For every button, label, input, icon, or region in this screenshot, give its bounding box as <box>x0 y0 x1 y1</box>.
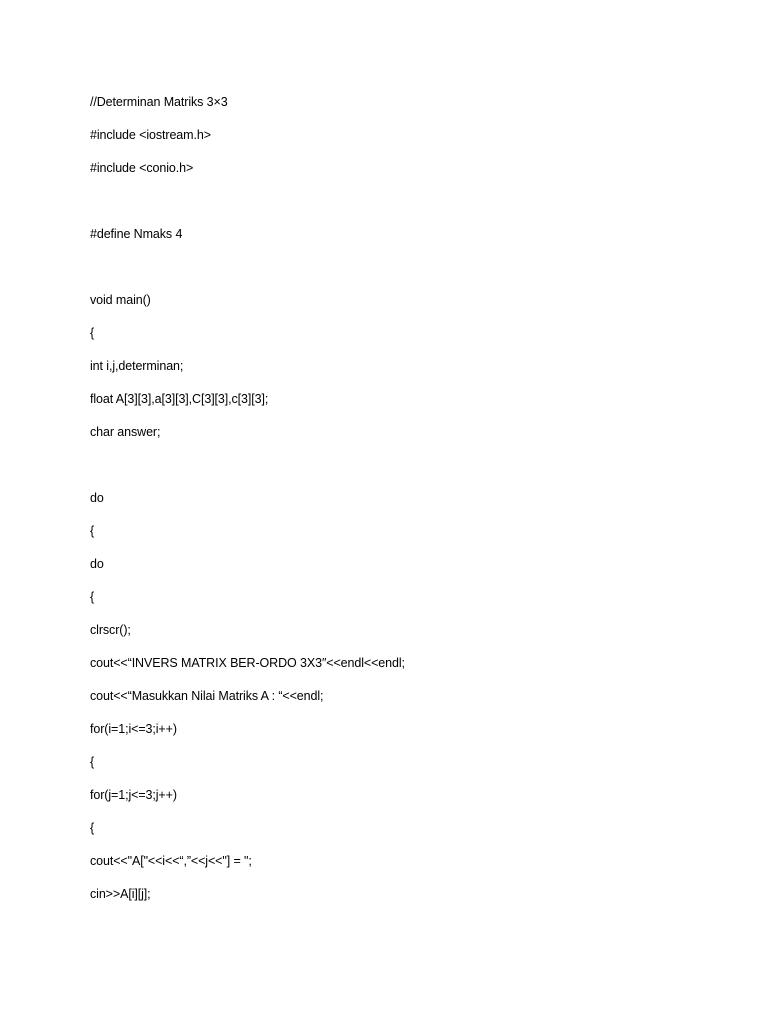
code-line: #include <iostream.h> <box>90 128 211 142</box>
code-line: cout<<“Masukkan Nilai Matriks A : “<<endl; <box>90 689 324 703</box>
code-line: { <box>90 821 95 835</box>
code-listing <box>90 92 405 917</box>
code-line: cin>>A[i][j]; <box>90 887 151 901</box>
code-line: do <box>90 557 104 571</box>
code-line: do <box>90 491 104 505</box>
code-line: for(i=1;i<=3;i++) <box>90 722 177 736</box>
code-line: for(j=1;j<=3;j++) <box>90 788 177 802</box>
code-line: void main() <box>90 293 151 307</box>
code-line: float A[3][3],a[3][3],C[3][3],c[3][3]; <box>90 392 269 406</box>
code-line: clrscr(); <box>90 623 131 637</box>
code-line: char answer; <box>90 425 161 439</box>
code-line: { <box>90 326 95 340</box>
blank-line <box>90 455 405 488</box>
code-line: { <box>90 590 95 604</box>
code-line: #include <conio.h> <box>90 161 194 175</box>
blank-line <box>90 257 405 290</box>
code-line: { <box>90 755 95 769</box>
blank-line <box>90 191 405 224</box>
code-line: cout<<"A["<<i<<“,”<<j<<"] = "; <box>90 854 252 868</box>
code-line: int i,j,determinan; <box>90 359 184 373</box>
code-line: cout<<“INVERS MATRIX BER-ORDO 3X3″<<endl<<endl; <box>90 656 405 670</box>
code-line: //Determinan Matriks 3×3 <box>90 95 228 109</box>
code-line: { <box>90 524 95 538</box>
code-line: #define Nmaks 4 <box>90 227 183 241</box>
